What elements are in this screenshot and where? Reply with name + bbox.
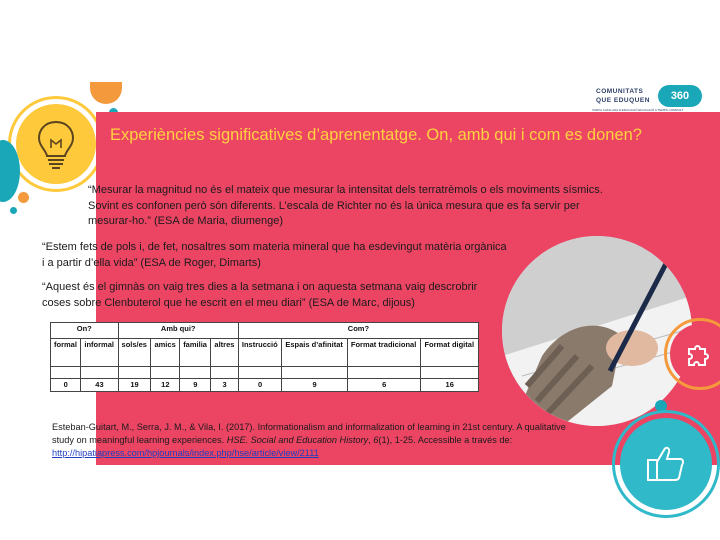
blank-cell	[118, 367, 151, 379]
writing-photo	[502, 236, 692, 426]
value-espais: 9	[282, 379, 348, 392]
puzzle-icon	[685, 339, 715, 369]
label-espais: Espais d’afinitat	[282, 339, 348, 367]
thumbs-up-icon	[644, 442, 688, 486]
value-formal: 0	[51, 379, 81, 392]
blank-cell	[421, 367, 479, 379]
value-instruccio: 0	[238, 379, 282, 392]
quote-marc: “Aquest és el gimnàs on vaig tres dies a la setmana i on aquesta setmana vaig descrobrir coses sobre Clenbuterol que he escrit en el meu diari” (ESA de Marc, dijous)	[42, 281, 478, 309]
value-sols: 19	[118, 379, 151, 392]
label-sols: sols/es	[118, 339, 151, 367]
blank-cell	[51, 367, 81, 379]
label-familia: familia	[180, 339, 211, 367]
logo-tagline: XARXA CATALANA D’EDUCACIÓ EDUCACIÓ A TEMPS COMPLET	[592, 108, 684, 112]
blank-cell	[180, 367, 211, 379]
hand-writing-illustration	[502, 236, 692, 426]
group-com: Com?	[238, 323, 478, 339]
blank-cell	[347, 367, 421, 379]
blank-cell	[282, 367, 348, 379]
group-on: On?	[51, 323, 119, 339]
value-format-digital: 16	[421, 379, 479, 392]
reference-volume: 6	[373, 435, 379, 445]
label-informal: informal	[81, 339, 118, 367]
lightbulb-icon	[34, 118, 78, 170]
label-instruccio: Instrucció	[238, 339, 282, 367]
value-format-tradicional: 6	[347, 379, 421, 392]
decor-dot-orange-left	[18, 192, 29, 203]
reference-link[interactable]: http://hipatiapress.com/hpjournals/index.php/hse/article/view/2111	[52, 448, 319, 458]
reference-authors: Esteban-Guitart, M., Serra, J. M., & Vila, I. (2017). Informationalism and informalization of learning in 21st century. A qualitative study on meaningful learning experiences.	[52, 422, 566, 445]
label-amics: amics	[151, 339, 180, 367]
value-informal: 43	[81, 379, 118, 392]
logo-badge	[658, 85, 702, 107]
decor-dot-teal-left	[10, 207, 17, 214]
label-format-digital: Format digital	[421, 339, 479, 367]
reference-pages: (1), 1-25. Accessible a través de:	[378, 435, 513, 445]
quote-roger: “Estem fets de pols i, de fet, nosaltres som materia mineral que ha esdevingut matèria orgànica i a partir d’ella vida” (ESA de Roger, Dimarts)	[42, 241, 507, 269]
label-format-tradicional: Format tradicional	[347, 339, 421, 367]
blank-cell	[151, 367, 180, 379]
blank-cell	[211, 367, 238, 379]
reference-journal: HSE. Social and Education History	[226, 435, 369, 445]
label-altres: altres	[211, 339, 238, 367]
reference: Esteban-Guitart, M., Serra, J. M., & Vila, I. (2017). Informationalism and informalization of learning in 21st century. A qualitative study on meaningful learning experiences. HSE. Social and Education History, 6(1), 1-25. Accessible a través de: http://hipatiapress.com/hpjournals/index.php/hse/article/view/2111	[52, 422, 566, 458]
group-amb-qui: Amb qui?	[118, 323, 238, 339]
logo-badge-text: 360	[670, 90, 690, 102]
value-familia: 9	[180, 379, 211, 392]
value-altres: 3	[211, 379, 238, 392]
value-amics: 12	[151, 379, 180, 392]
decor-circle-orange-top	[90, 82, 122, 104]
results-table	[50, 322, 479, 392]
blank-cell	[238, 367, 282, 379]
logo-text-1: COMUNITATS	[596, 88, 644, 95]
slide-title: Experiències significatives d’aprenentatge. On, amb qui i com es donen?	[110, 126, 642, 144]
logo	[586, 85, 708, 113]
label-formal: formal	[51, 339, 81, 367]
logo-text-2: QUE EDUQUEN	[596, 97, 650, 104]
blank-cell	[81, 367, 118, 379]
quote-maria: “Mesurar la magnitud no és el mateix que mesurar la intensitat dels terratrèmols o els moviments sísmics. Sovint es confonen però són diferents. L’escala de Richter no és la única mesura que es fa servir per mesurar-ho.” (ESA de Maria, diumenge)	[88, 184, 603, 227]
bulb-circle	[16, 104, 96, 184]
thumbs-circle	[620, 418, 712, 510]
